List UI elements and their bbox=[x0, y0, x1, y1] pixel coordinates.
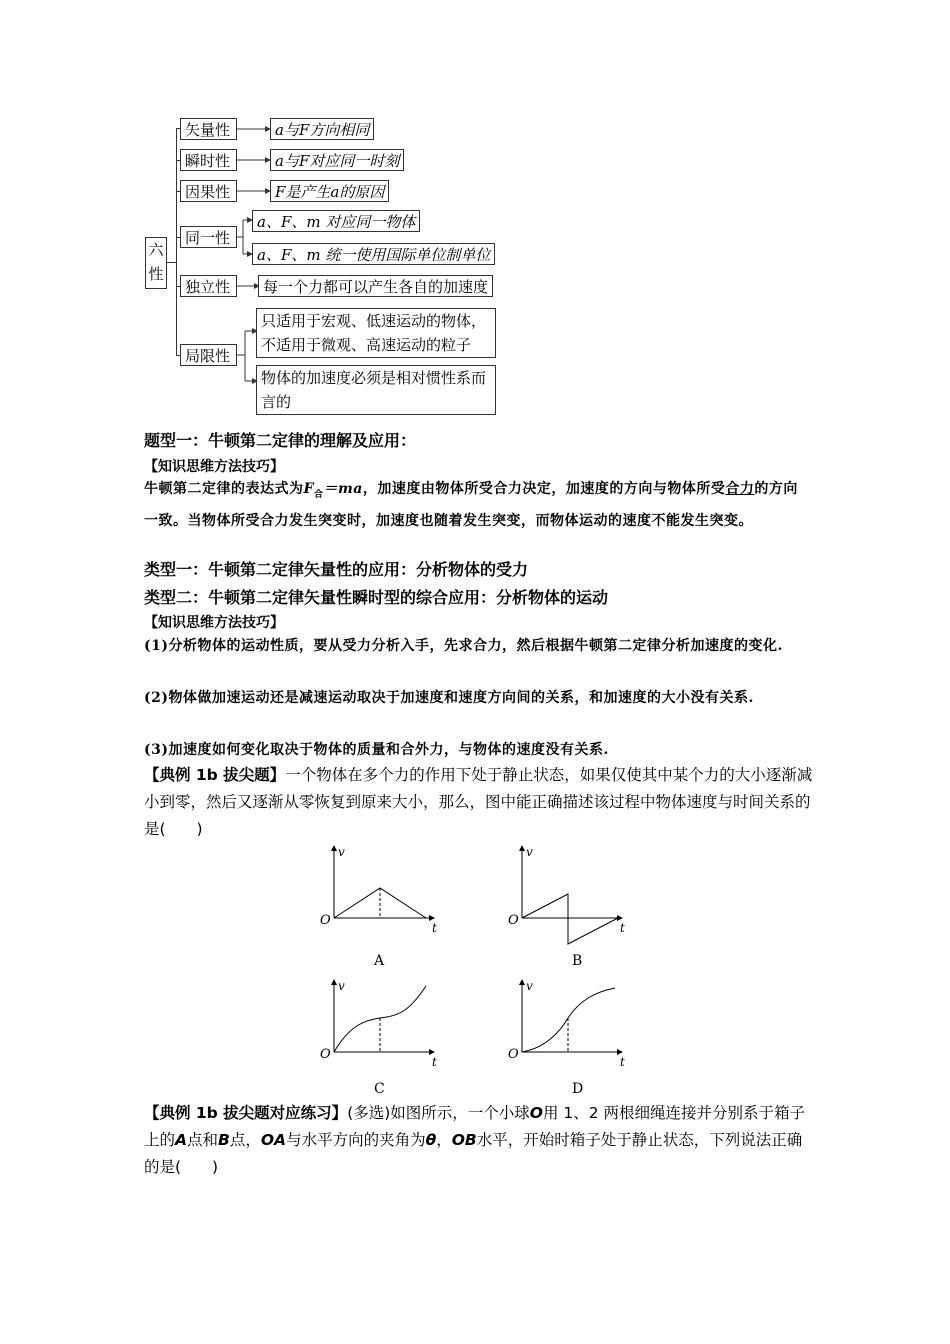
vt-graphs bbox=[310, 840, 650, 1100]
ex2-OB: OB bbox=[451, 1131, 477, 1149]
graph-d-t: t bbox=[620, 1055, 625, 1069]
example1 bbox=[144, 762, 816, 843]
example2-label: 【典例 1b 拔尖题对应练习】 bbox=[144, 1104, 348, 1122]
graph-a-v: v bbox=[338, 845, 345, 859]
s1-formula-sub: 合 bbox=[313, 489, 324, 500]
graph-b-label: B bbox=[572, 953, 583, 969]
example1-text: 一个物体在多个力的作用下处于静止状态，如果仅使其中某个力的大小逐渐减小到零，然后又逐渐从零恢复到原来大小，那么，图中能正确描述该过程中物体速度与时间关系的是( ) bbox=[144, 766, 813, 838]
desc-same-1: a、F、m 对应同一物体 bbox=[252, 210, 420, 232]
tips2-item-2: (2)物体做加速运动还是减速运动取决于加速度和速度方向间的关系，和加速度的大小没有关系. bbox=[144, 690, 754, 706]
graph-c-t: t bbox=[432, 1055, 437, 1069]
label-limit: 局限性 bbox=[180, 344, 237, 366]
label-independent: 独立性 bbox=[180, 275, 237, 297]
graph-b-t: t bbox=[620, 921, 625, 935]
graph-d-o: O bbox=[508, 1047, 519, 1062]
ex2-OA: OA bbox=[260, 1131, 287, 1149]
s1-text-a: 牛顿第二定律的表达式为 bbox=[144, 481, 304, 497]
ex2-t4: 点， bbox=[229, 1131, 261, 1149]
ex2-A: A bbox=[175, 1131, 188, 1149]
section1-text bbox=[144, 476, 812, 534]
root-label bbox=[145, 237, 167, 289]
graph-c-v: v bbox=[338, 979, 345, 993]
section1-title: 题型一：牛顿第二定律的理解及应用： bbox=[144, 431, 417, 450]
desc-limit-1: 只适用于宏观、低速运动的物体，不适用于微观、高速运动的粒子 bbox=[256, 308, 496, 358]
label-causal: 因果性 bbox=[180, 180, 237, 202]
label-vector: 矢量性 bbox=[180, 118, 237, 140]
ex2-t7: 水平，开始时箱子处于静止状态，下列说法正确的是( ) bbox=[144, 1131, 803, 1176]
ex2-t2: 用 1、2 两根细绳连接并分别系于箱子上的 bbox=[144, 1104, 806, 1149]
graph-d-label: D bbox=[572, 1081, 584, 1097]
desc-causal: F是产生a的原因 bbox=[270, 180, 389, 202]
graph-a-t: t bbox=[432, 921, 437, 935]
type1-title: 类型一：牛顿第二定律矢量性的应用：分析物体的受力 bbox=[144, 560, 529, 579]
graph-a bbox=[320, 845, 437, 969]
ex2-t5: 与水平方向的夹角为 bbox=[286, 1131, 426, 1149]
s1-underlined: 合力 bbox=[725, 481, 755, 497]
desc-instant: a与F对应同一时刻 bbox=[270, 149, 404, 171]
graph-b-v: v bbox=[526, 845, 533, 859]
root-text: 六性 bbox=[148, 241, 164, 283]
tips2-item-1: (1)分析物体的运动性质，要从受力分析入手，先求合力，然后根据牛顿第二定律分析加速度的变化. bbox=[144, 638, 783, 654]
ex2-theta: θ bbox=[425, 1131, 437, 1149]
tips2-item-3: (3)加速度如何变化取决于物体的质量和合外力，与物体的速度没有关系. bbox=[144, 742, 609, 758]
graph-b-o: O bbox=[508, 913, 519, 928]
section1-tip-label: 【知识思维方法技巧】 bbox=[144, 459, 284, 475]
ex2-t3: 点和 bbox=[187, 1131, 219, 1149]
example1-label: 【典例 1b 拔尖题】 bbox=[144, 766, 286, 784]
ex2-t6: ， bbox=[436, 1131, 452, 1149]
desc-limit-2: 物体的加速度必须是相对惯性系而言的 bbox=[256, 365, 496, 415]
s1-text-c: 的方向一致。当物体所受合力发生突变时，加速度也随着发生突变，而物体运动的速度不能发生突变。 bbox=[144, 481, 798, 529]
graph-c-o: O bbox=[320, 1047, 331, 1062]
tips2-label: 【知识思维方法技巧】 bbox=[144, 615, 284, 631]
graph-d bbox=[508, 979, 625, 1097]
example2 bbox=[144, 1100, 816, 1181]
ex2-B: B bbox=[218, 1131, 230, 1149]
s1-text-b: ，加速度由物体所受合力决定，加速度的方向与物体所受 bbox=[362, 481, 726, 497]
graph-d-v: v bbox=[526, 979, 533, 993]
s1-formula-F: F bbox=[303, 481, 314, 497]
desc-vector: a与F方向相同 bbox=[270, 118, 374, 140]
ex2-t1: (多选)如图所示，一个小球 bbox=[347, 1104, 530, 1122]
s1-formula-eq: ＝ma bbox=[323, 481, 363, 497]
ex2-O: O bbox=[529, 1104, 543, 1122]
desc-same-2: a、F、m 统一使用国际单位制单位 bbox=[252, 243, 495, 265]
label-instant: 瞬时性 bbox=[180, 149, 237, 171]
graph-a-label: A bbox=[374, 953, 385, 969]
desc-independent: 每一个力都可以产生各自的加速度 bbox=[258, 275, 493, 297]
graph-b bbox=[508, 845, 625, 969]
type2-title: 类型二：牛顿第二定律矢量性瞬时型的综合应用：分析物体的运动 bbox=[144, 588, 609, 607]
graph-c bbox=[320, 979, 437, 1097]
graph-c-label: C bbox=[374, 1081, 385, 1097]
label-same: 同一性 bbox=[180, 226, 237, 248]
graph-a-o: O bbox=[320, 913, 331, 928]
